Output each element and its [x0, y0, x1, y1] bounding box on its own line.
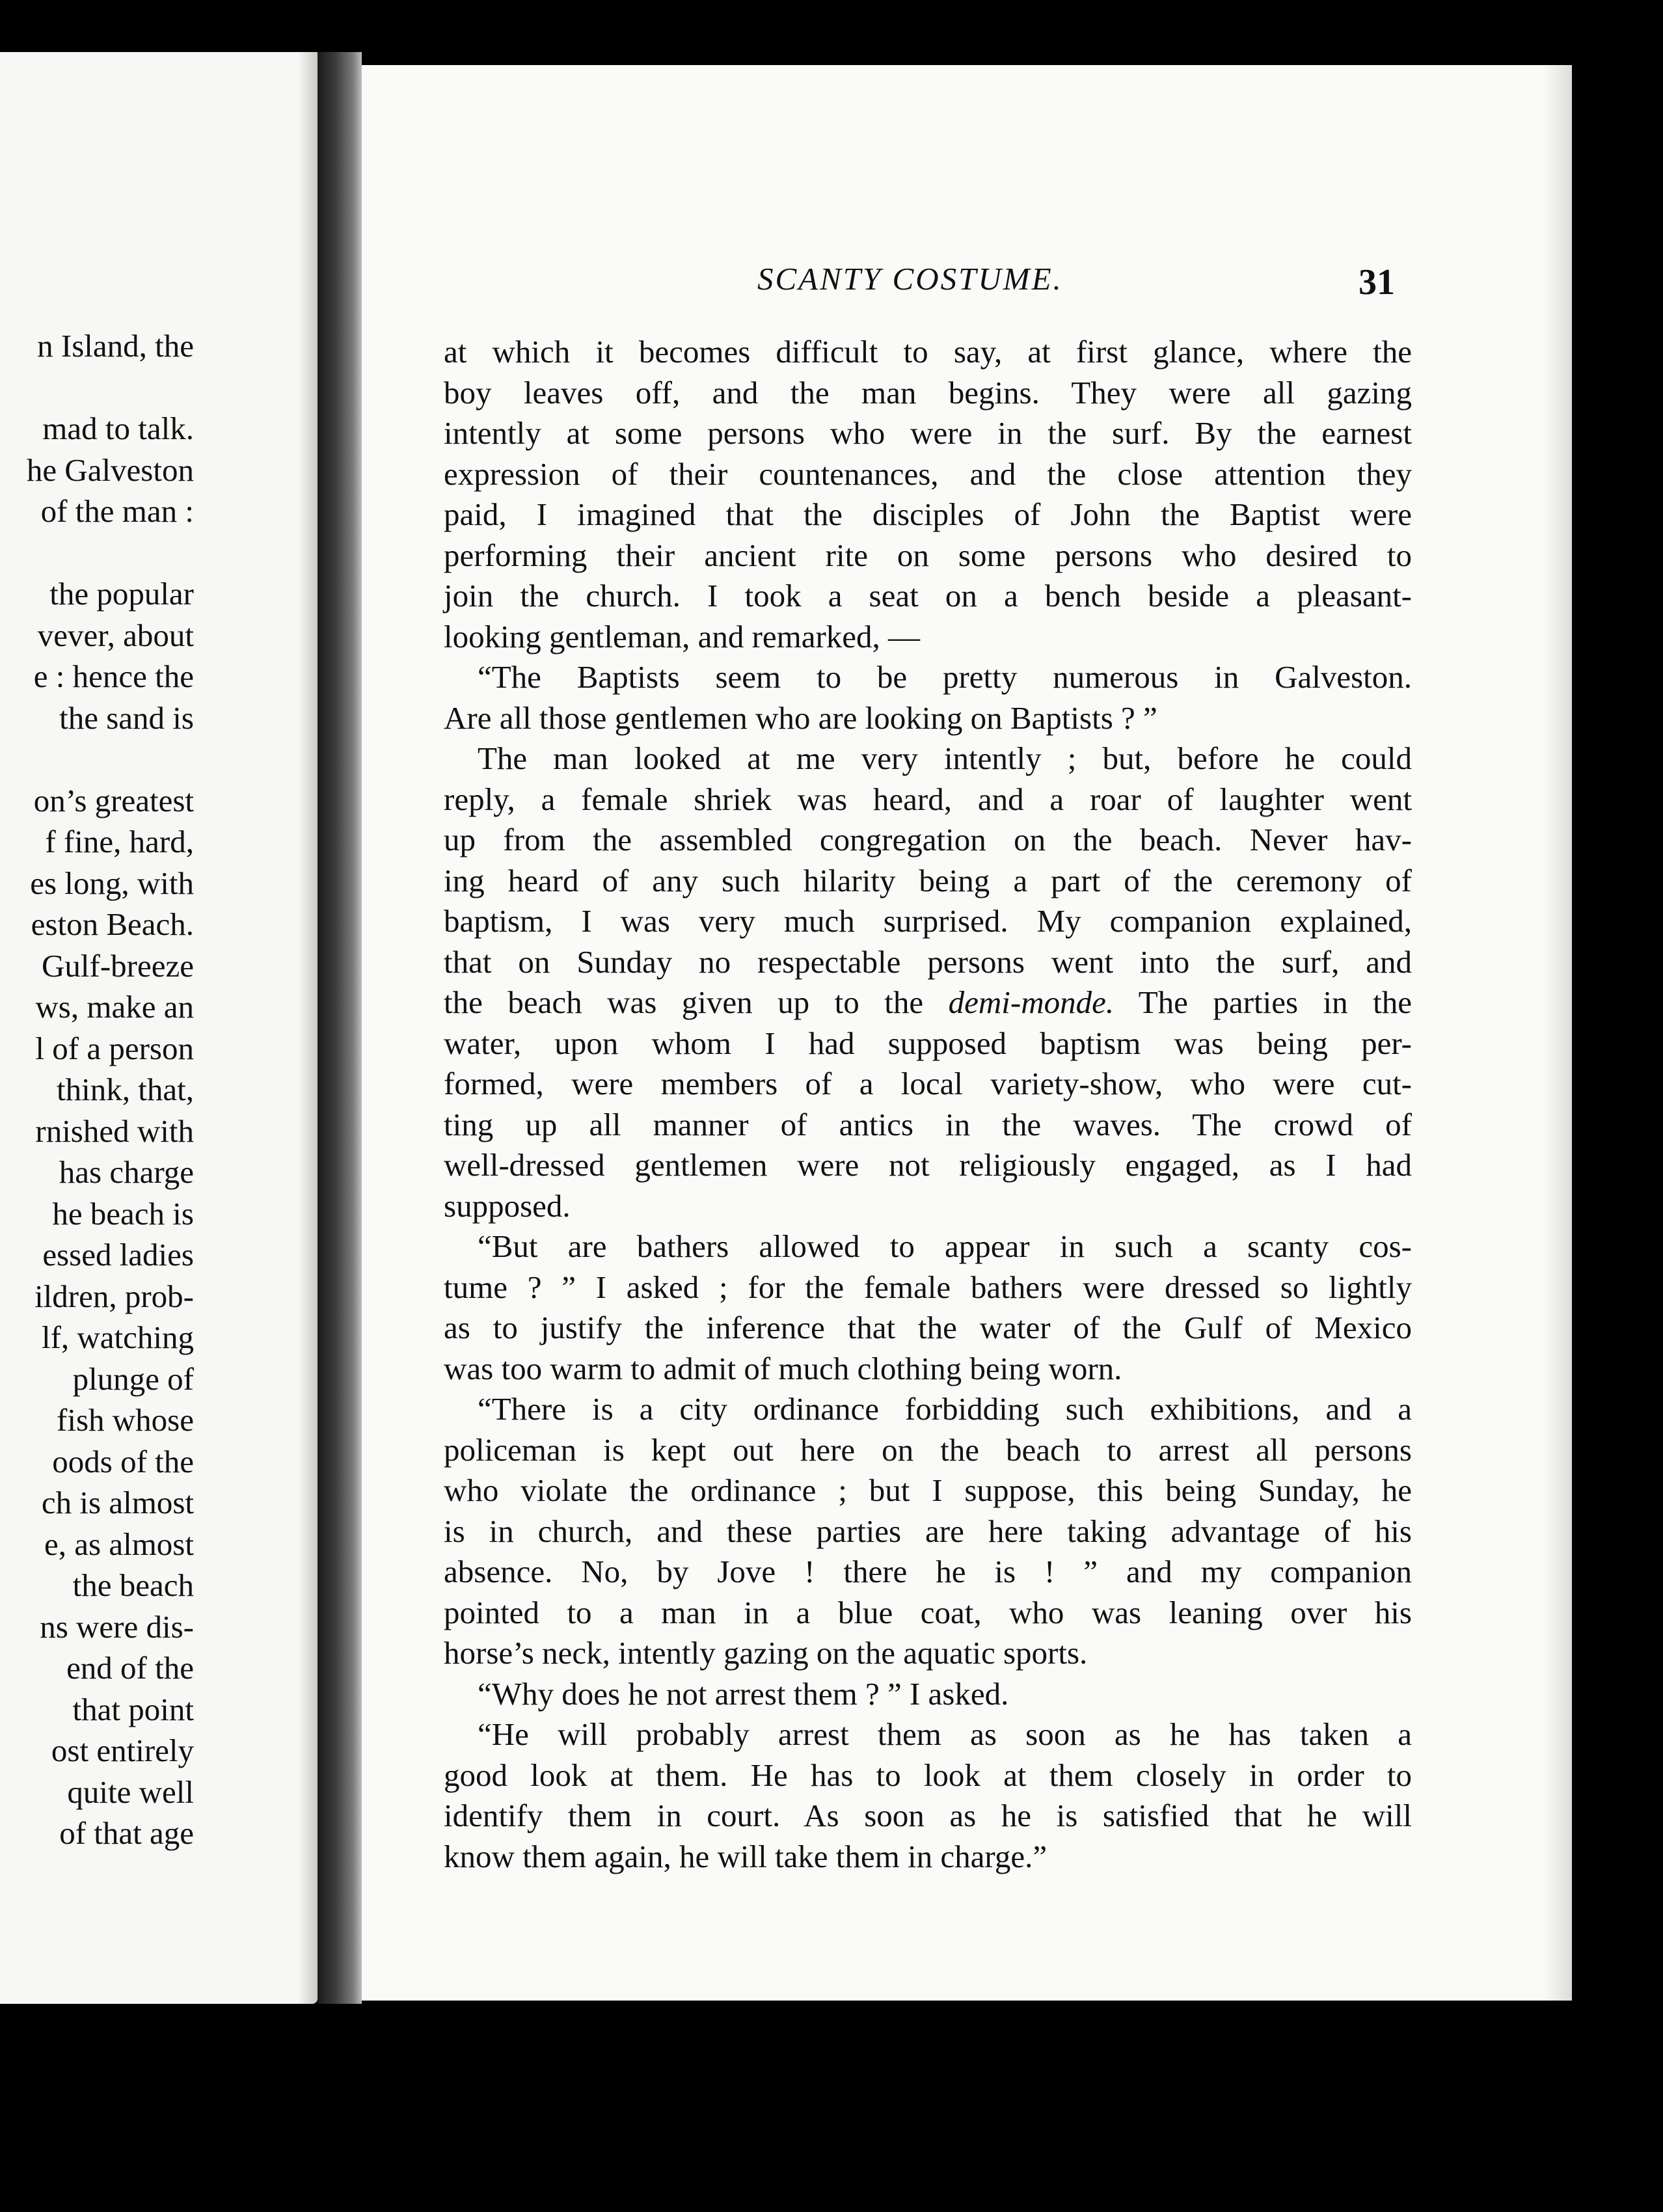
left-page-line: of the man : [40, 493, 194, 529]
left-page-line: has charge [59, 1154, 194, 1190]
left-page-line: f fine, hard, [45, 824, 194, 859]
text-line: up from the assembled congregation on the beach. Never hav- [444, 822, 1412, 857]
text-line: paid, I imagined that the disciples of John the Baptist were [444, 496, 1412, 532]
left-page-line: e : hence the [33, 658, 194, 694]
text-line: water, upon whom I had supposed baptism was being per- [444, 1025, 1412, 1061]
left-page-line: mad to talk. [42, 411, 194, 446]
text-line: expression of their countenances, and the close attention they [444, 455, 1412, 492]
left-page-line: vever, about [37, 617, 194, 653]
text-line: know them again, he will take them in charge.” [444, 1838, 1048, 1874]
left-page-line: e, as almost [44, 1526, 194, 1562]
left-page-line: Gulf-breeze [42, 947, 194, 984]
body-text [444, 332, 1412, 1877]
text-line: tume ? ” I asked ; for the female bathers were dressed so lightly [444, 1269, 1412, 1305]
left-page-line: the sand is [59, 699, 194, 736]
text-line: boy leaves off, and the man begins. They were all gazing [444, 374, 1412, 411]
text-line: “But are bathers allowed to appear in such a scanty cos- [478, 1228, 1412, 1264]
left-page [0, 52, 318, 2004]
left-page-line [27, 738, 194, 780]
text-line: intently at some persons who were in the surf. By the earnest [444, 415, 1412, 451]
text-line: identify them in court. As soon as he is satisfied that he will [444, 1798, 1412, 1833]
left-page-line: ost entirely [51, 1733, 194, 1768]
left-page-line: the popular [49, 576, 194, 612]
left-page-line [27, 532, 194, 574]
text-line: policeman is kept out here on the beach to arrest all persons [444, 1431, 1412, 1468]
text-line: looking gentleman, and remarked, — [444, 618, 921, 654]
left-page-line: essed ladies [42, 1237, 194, 1273]
left-page-line: quite well [67, 1774, 194, 1810]
text-line: was too warm to admit of much clothing being worn. [444, 1350, 1122, 1386]
left-page-line: fish whose [57, 1402, 194, 1438]
left-page-line [27, 367, 194, 409]
text-line: ting up all manner of antics in the waves. The crowd of [444, 1106, 1412, 1142]
left-page-shadow [298, 52, 318, 2004]
text-line: baptism, I was very much surprised. My companion explained, [444, 903, 1412, 939]
text-line: horse’s neck, intently gazing on the aquatic sports. [444, 1635, 1088, 1671]
text-line: “There is a city ordinance forbidding such exhibitions, and a [478, 1391, 1412, 1427]
left-page-line: l of a person [35, 1030, 194, 1066]
running-head: SCANTY COSTUME. [757, 261, 1063, 297]
left-page-line: end of the [66, 1650, 194, 1686]
page-number: 31 [1359, 262, 1395, 303]
text-line: formed, were members of a local variety-show, who were cut- [444, 1066, 1412, 1101]
text-line: reply, a female shriek was heard, and a roar of laughter went [444, 781, 1412, 817]
text-line: pointed to a man in a blue coat, who was leaning over his [444, 1594, 1412, 1630]
left-page-line: ws, make an [35, 989, 194, 1025]
text-line: that on Sunday no respectable persons went into the surf, and [444, 943, 1412, 980]
left-page-line: he beach is [52, 1195, 194, 1232]
left-page-line: plunge of [72, 1360, 194, 1397]
right-page [362, 65, 1572, 2001]
left-page-line: ns were dis- [40, 1608, 194, 1645]
text-line: “The Baptists seem to be pretty numerous in Galveston. [478, 659, 1412, 695]
text-line: ing heard of any such hilarity being a part of the ceremony of [444, 862, 1412, 898]
left-page-line: think, that, [57, 1072, 194, 1107]
text-line: who violate the ordinance ; but I suppose, this being Sunday, he [444, 1472, 1412, 1508]
text-line: is in church, and these parties are here taking advantage of his [444, 1513, 1412, 1549]
left-page-line: ildren, prob- [34, 1278, 194, 1314]
text-line: absence. No, by Jove ! there he is ! ” and my companion [444, 1554, 1412, 1589]
text-line: supposed. [444, 1187, 571, 1224]
right-page-edge [1543, 65, 1572, 2001]
left-page-line: on’s greatest [33, 782, 194, 818]
book-gutter [318, 52, 362, 2004]
left-page-line: oods of the [52, 1443, 194, 1479]
text-line: “He will probably arrest them as soon as he has taken a [478, 1716, 1412, 1752]
left-page-line: he Galveston [26, 452, 194, 488]
text-line: performing their ancient rite on some persons who desired to [444, 537, 1412, 573]
text-line: at which it becomes difficult to say, at first glance, where the [444, 334, 1412, 370]
left-page-line: rnished with [35, 1113, 194, 1149]
left-page-text [27, 325, 194, 1854]
text-line: The man looked at me very intently ; but, before he could [478, 740, 1412, 776]
left-page-line: of that age [59, 1815, 194, 1851]
text-line: the beach was given up to the demi-monde. The parties in the [444, 984, 1412, 1020]
text-line: Are all those gentlemen who are looking on Baptists ? ” [444, 699, 1157, 736]
left-page-line: eston Beach. [31, 906, 194, 942]
left-page-line: that point [72, 1691, 194, 1727]
left-page-line: the beach [72, 1567, 194, 1603]
left-page-line: lf, watching [41, 1319, 194, 1355]
text-line: “Why does he not arrest them ? ” I asked. [478, 1675, 1009, 1712]
text-line: well-dressed gentlemen were not religiously engaged, as I had [444, 1147, 1412, 1183]
left-page-line: ch is almost [41, 1485, 194, 1520]
text-line: join the church. I took a seat on a bench beside a pleasant- [444, 578, 1412, 614]
text-line: good look at them. He has to look at them closely in order to [444, 1757, 1412, 1793]
text-line: as to justify the inference that the water of the Gulf of Mexico [444, 1310, 1412, 1345]
left-page-line: n Island, the [37, 328, 194, 364]
left-page-line: es long, with [30, 865, 194, 901]
